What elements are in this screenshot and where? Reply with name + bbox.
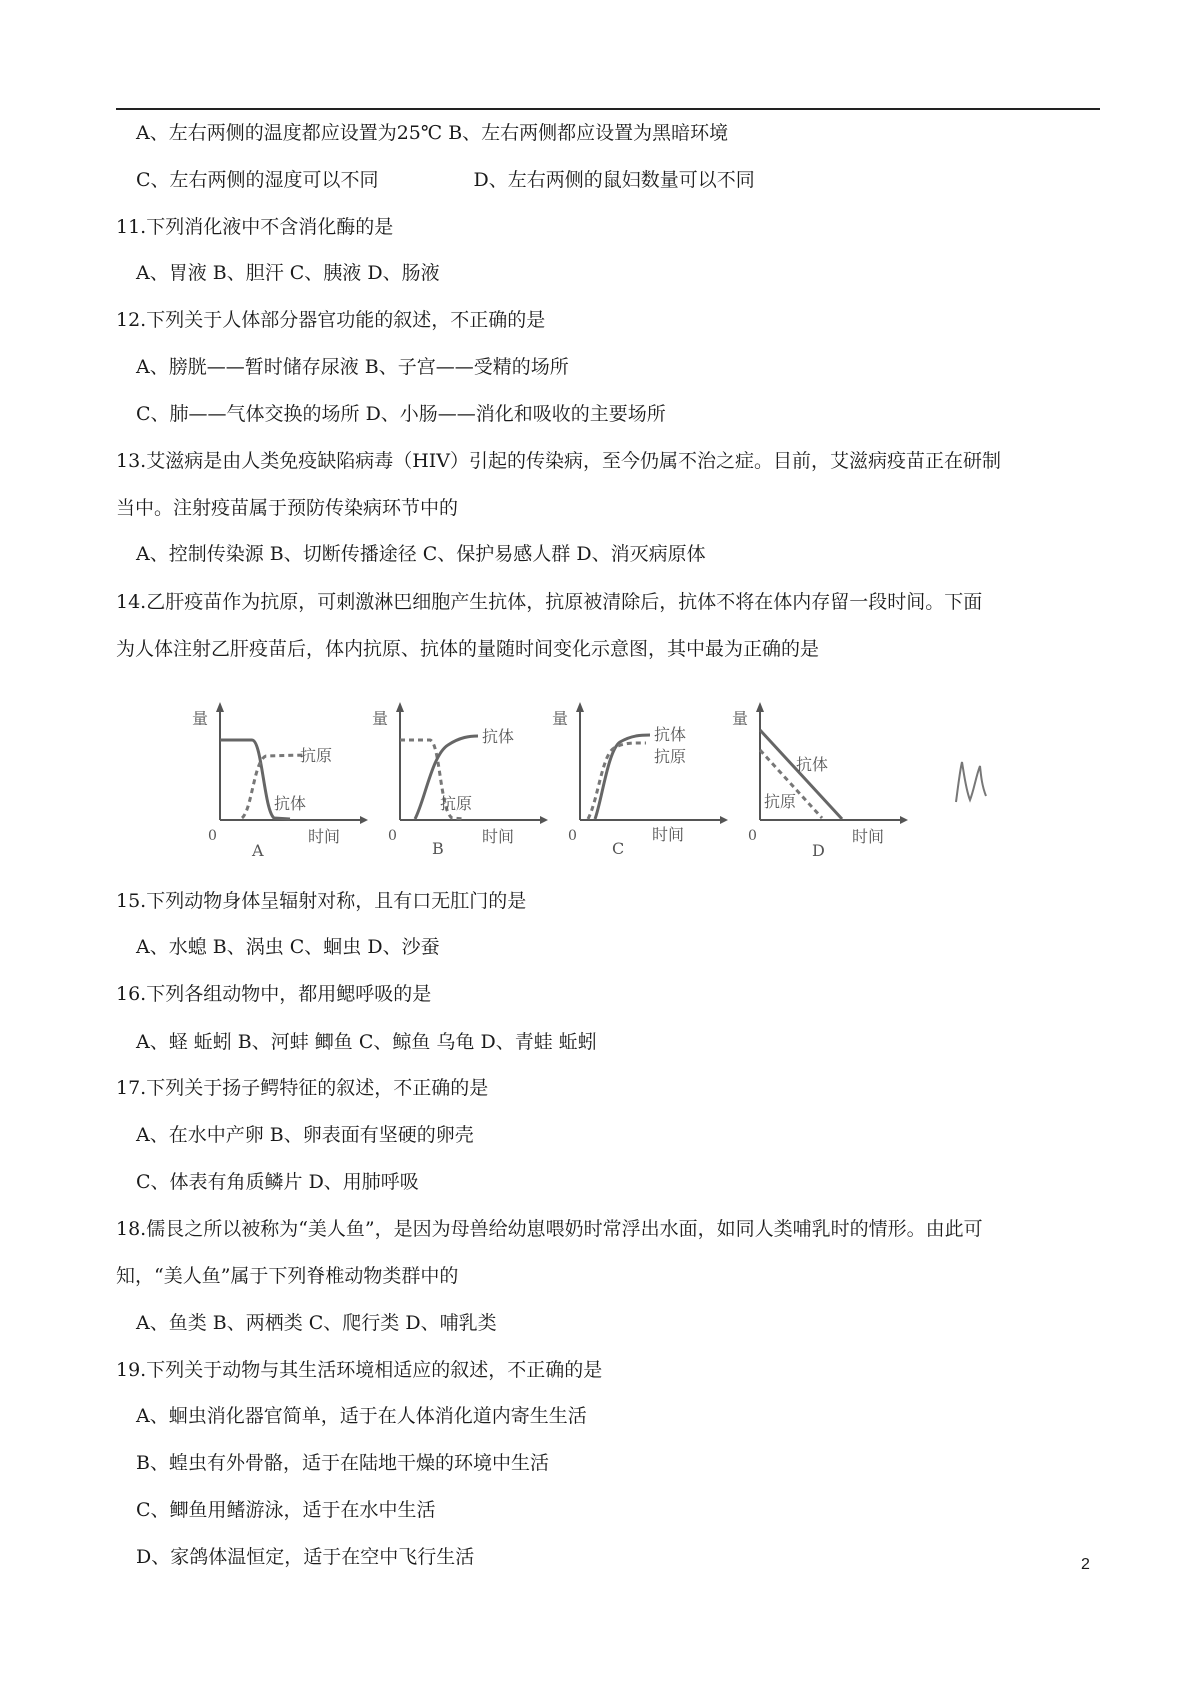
chart-a-y-label: 量 (192, 709, 209, 728)
option-line: D、家鸽体温恒定，适于在空中飞行生活 (136, 1546, 475, 1568)
chart-a-origin: 0 (208, 828, 217, 844)
option-line: A、在水中产卵 B、卵表面有坚硬的卵壳 (136, 1124, 474, 1146)
chart-c-caption: C (612, 839, 625, 858)
chart-d-origin: 0 (748, 828, 757, 844)
chart-a-antibody-label: 抗体 (274, 794, 307, 813)
chart-b-caption: B (432, 839, 444, 858)
question-line: 14.乙肝疫苗作为抗原，可刺激淋巴细胞产生抗体，抗原被清除后，抗体不将在体内存留一段时间。下面 (116, 591, 983, 613)
question-line: 13.艾滋病是由人类免疫缺陷病毒（HIV）引起的传染病，至今仍属不治之症。目前，艾滋病疫苗正在研制 (116, 450, 1002, 472)
option-line: A、蛏 蚯蚓 B、河蚌 鲫鱼 C、鲸鱼 乌龟 D、青蛙 蚯蚓 (136, 1031, 597, 1053)
chart-c-antibody-label: 抗体 (654, 725, 687, 744)
question-line: 15.下列动物身体呈辐射对称，且有口无肛门的是 (116, 890, 527, 912)
question-line: 16.下列各组动物中，都用鳃呼吸的是 (116, 983, 432, 1005)
chart-d-x-label: 时间 (852, 827, 885, 846)
header-rule (116, 108, 1100, 110)
option-line: C、肺——气体交换的场所 D、小肠——消化和吸收的主要场所 (136, 403, 666, 425)
option-text: D、左右两侧的鼠妇数量可以不同 (473, 169, 755, 191)
chart-d-caption: D (812, 841, 825, 860)
chart-d-y-label: 量 (732, 709, 749, 728)
option-line: A、控制传染源 B、切断传播途径 C、保护易感人群 D、消灭病原体 (136, 543, 706, 565)
chart-b (370, 690, 550, 869)
chart-a-antigen-label: 抗原 (300, 746, 333, 765)
chart-d-antibody-label: 抗体 (796, 755, 829, 774)
chart-c (550, 690, 730, 869)
chart-c-antigen-label: 抗原 (654, 747, 687, 766)
chart-c-origin: 0 (568, 828, 577, 844)
question-line: 为人体注射乙肝疫苗后，体内抗原、抗体的量随时间变化示意图，其中最为正确的是 (116, 638, 820, 660)
option-text: C、左右两侧的湿度可以不同 (136, 169, 379, 191)
option-line: B、蝗虫有外骨骼，适于在陆地干燥的环境中生活 (136, 1452, 549, 1474)
option-line: A、左右两侧的温度都应设置为25℃ B、左右两侧都应设置为黑暗环境 (136, 122, 729, 144)
question-line: 18.儒艮之所以被称为“美人鱼”，是因为母兽给幼崽喂奶时常浮出水面，如同人类哺乳时的情形。由此可 (116, 1218, 983, 1240)
question-line: 11.下列消化液中不含消化酶的是 (116, 216, 394, 238)
chart-a (190, 690, 370, 869)
question-line: 17.下列关于扬子鳄特征的叙述，不正确的是 (116, 1077, 489, 1099)
option-line: A、胃液 B、胆汗 C、胰液 D、肠液 (136, 262, 440, 284)
chart-a-x-label: 时间 (308, 827, 341, 846)
option-line: A、蛔虫消化器官简单，适于在人体消化道内寄生生活 (136, 1405, 587, 1427)
option-line: A、膀胱——暂时储存尿液 B、子宫——受精的场所 (136, 356, 569, 378)
chart-b-antibody-label: 抗体 (482, 727, 515, 746)
option-line (136, 168, 755, 192)
chart-b-antigen-label: 抗原 (440, 794, 473, 813)
question-line: 知，“美人鱼”属于下列脊椎动物类群中的 (116, 1265, 459, 1287)
question-line: 当中。注射疫苗属于预防传染病环节中的 (116, 497, 459, 519)
handwritten-mark (950, 752, 990, 812)
option-line: A、水螅 B、涡虫 C、蛔虫 D、沙蚕 (136, 936, 440, 958)
chart-d-antigen-label: 抗原 (764, 792, 797, 811)
chart-c-antibody-line (595, 735, 650, 819)
antigen-antibody-figure (190, 690, 970, 865)
chart-b-x-label: 时间 (482, 827, 515, 846)
chart-c-x-label: 时间 (652, 825, 685, 844)
option-line: C、鲫鱼用鳍游泳，适于在水中生活 (136, 1499, 436, 1521)
option-line: A、鱼类 B、两栖类 C、爬行类 D、哺乳类 (136, 1312, 497, 1334)
option-line: C、体表有角质鳞片 D、用肺呼吸 (136, 1171, 419, 1193)
question-line: 12.下列关于人体部分器官功能的叙述，不正确的是 (116, 309, 546, 331)
chart-c-antigen-line (588, 743, 646, 819)
page-number: 2 (1081, 1556, 1090, 1573)
question-line: 19.下列关于动物与其生活环境相适应的叙述，不正确的是 (116, 1359, 603, 1381)
chart-b-origin: 0 (388, 828, 397, 844)
chart-d (730, 690, 910, 869)
chart-c-y-label: 量 (552, 709, 569, 728)
chart-b-y-label: 量 (372, 709, 389, 728)
chart-a-caption: A (252, 841, 264, 860)
